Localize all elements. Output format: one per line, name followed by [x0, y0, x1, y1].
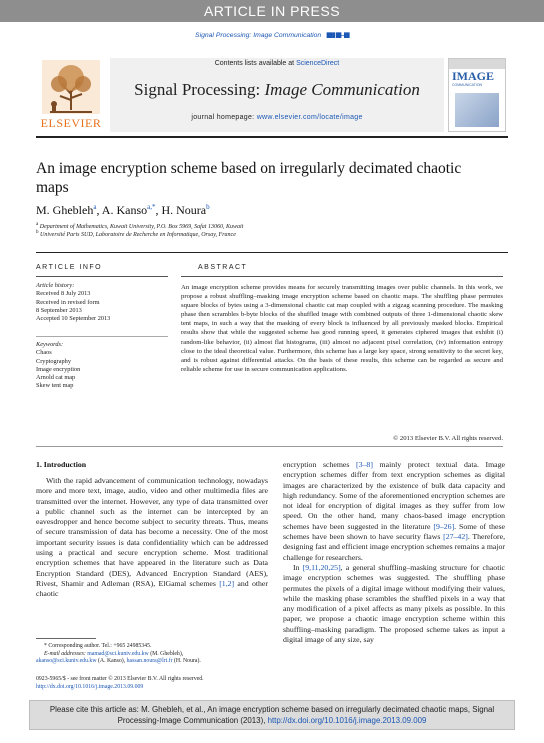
author-affiliation-mark[interactable]: a,*: [147, 203, 156, 211]
email-owner: (A. Kanso),: [96, 658, 127, 665]
left-column: [36, 476, 268, 600]
affiliation-text: Université Paris SUD, Laboratoire de Recherche en Informatique, Orsay, France: [40, 232, 236, 238]
journal-homepage-line: [110, 114, 444, 121]
email-owner: (M. Ghebleh),: [148, 650, 184, 657]
citation-link[interactable]: [1,2]: [219, 578, 235, 588]
banner-text: ARTICLE IN PRESS: [203, 3, 341, 19]
history-item: Received 8 July 2013: [36, 290, 91, 298]
author-list: [36, 203, 210, 218]
history-item: Received in revised form: [36, 298, 100, 306]
history-item: Accepted 10 September 2013: [36, 315, 111, 323]
citation-link[interactable]: [9–26]: [433, 521, 455, 531]
email-link[interactable]: hassan.noura@lri.fr: [126, 658, 173, 665]
paragraph-text: mainly protect textual data. Image encryption schemes differ from text encryption schemes as digital images are characterized by the existence of bulk data capacity and high redundancy. Some of the aforementioned encryption schemes are not ideal for encryption of digital images as they suffer from low speed. On the other hand, many chaos-based image encryption schemes have been suggested in the literature: [283, 460, 506, 531]
page-range-placeholder: ▮▮▮ ▮▮–▮▮: [326, 32, 349, 39]
journal-title-italic: Image Communication: [264, 80, 420, 99]
author-separator: ,: [155, 203, 162, 217]
author-name: M. Ghebleh: [36, 203, 94, 217]
contents-line: [110, 60, 444, 67]
affiliation-b: [36, 230, 236, 238]
keywords-rule: [36, 336, 168, 337]
title-divider: [36, 252, 508, 253]
affiliation-text: Department of Mathematics, Kuwait University, P.O. Box 5969, Safat 13060, Kuwait: [39, 224, 244, 230]
email-label: E-mail addresses:: [44, 650, 88, 657]
paragraph-text: With the rapid advancement of communication technology, nowadays more and more text, image, audio, video and other multimedia files are transmitted over the internet. However, any type of data transmitted over a public channel such as the internet can be intercepted by an eavesdropper and hence become subject to security threats. Thus, means of secure transmission of data has become a necessity. One of the most important security issues is data confidentiality which can be addressed using a practical and secure encryption scheme. Most traditional encryption schemes that have appeared in the literature such as Data Encryption Standard (DES), Advanced Encryption Standard (AES), Rivest, Shamir and Adleman (RSA), ElGamal schemes: [36, 476, 268, 588]
history-label: Article history:: [36, 282, 75, 289]
intro-paragraph: [283, 563, 505, 645]
issn-line: 0923-5965/$ - see front matter © 2013 Elsevier B.V. All rights reserved.: [36, 676, 204, 682]
citation-notice-box: [29, 700, 515, 730]
author-name: H. Noura: [161, 203, 207, 217]
abstract-bottom-rule: [36, 446, 503, 447]
keywords-label: Keywords:: [36, 341, 64, 348]
citation-link[interactable]: [3–8]: [356, 460, 373, 469]
abstract-heading: ABSTRACT: [198, 264, 248, 271]
paragraph-text: . Therefore, designing fast and efficient image encryption schemes remains a major challenge for researchers.: [283, 532, 506, 562]
abstract-copyright: © 2013 Elsevier B.V. All rights reserved.: [393, 435, 503, 442]
front-matter-info: [36, 676, 268, 692]
citation-link[interactable]: [9,11,20,25]: [302, 562, 341, 572]
email-owner: (H. Noura).: [172, 658, 201, 665]
journal-title: [110, 80, 444, 100]
article-info-heading: ARTICLE INFO: [36, 264, 103, 271]
cover-subtitle: COMMUNICATION: [452, 83, 483, 87]
cover-art: [455, 93, 499, 127]
intro-paragraph: [36, 476, 268, 600]
header-divider: [36, 136, 508, 138]
journal-reference-link[interactable]: Signal Processing: Image Communication: [195, 32, 322, 39]
paragraph-text: and other chaotic: [36, 578, 268, 599]
author-affiliation-mark[interactable]: b: [206, 203, 210, 211]
intro-paragraph-continued: [283, 460, 505, 563]
paragraph-text: . Some of these schemes have been shown to have security flaws: [283, 521, 505, 542]
contents-prefix: Contents lists available at: [214, 60, 297, 67]
abstract-rule: [181, 276, 503, 277]
affiliation-mark: b: [36, 230, 39, 235]
paragraph-text: , a general shuffling–masking structure for chaotic image encryption schemes was suggested. The shuffling phase permutes the pixels of a digital image without modifying their values, while the masking phase scrambles the shuffled pixels in a way that any modification of a pixel affects as many pixels as possible. In this paper, we propose a chaotic image encryption scheme within this shuffling–masking paradigm. The proposed scheme takes as input a digital image of any size, say: [283, 562, 505, 645]
keyword-item: Image encryption: [36, 365, 81, 373]
citation-link[interactable]: [27–42]: [443, 532, 468, 542]
homepage-prefix: journal homepage:: [191, 114, 257, 121]
paper-title: An image encryption scheme based on irregularly decimated chaotic maps: [36, 160, 462, 196]
sciencedirect-link[interactable]: ScienceDirect: [296, 60, 340, 67]
email-link[interactable]: akanso@sci.kuniv.edu.kw: [36, 658, 97, 665]
abstract-text: An image encryption scheme provides means for securely transmitting images over public channels. In this work, we propose a robust shuffling–masking image encryption scheme based on chaotic maps. The shuffling phase permutes square blocks of bytes using a 3-dimensional chaotic cat map coupled with a zigzag scanning procedure. The masking phase then scrambles b-byte blocks of the shuffled image with combined outputs of three 1-dimensional chaotic skew tent maps, in such a way that the masking of every block is influenced by all previously masked blocks. Empirical results show that while the suggested scheme has good running speed, it generates ciphered images that exhibit (i) random-like behavior, (ii) almost flat histograms, (iii) almost no adjacent pixel correlation, (iv) information entropy close to the ideal theoretical value. Furthermore, this scheme has a large key space, strong sensitivity to the secret key, and is robust against differential attacks. On the basis of these results, this scheme can be regarded as secure and reliable scheme for use in secure communication applications.: [181, 284, 503, 373]
journal-reference: [0, 31, 544, 39]
keyword-item: Chaos: [36, 349, 52, 357]
author-separator: ,: [96, 203, 102, 217]
corresponding-author-footnote: [36, 643, 268, 666]
journal-title-plain: Signal Processing:: [134, 80, 265, 99]
paragraph-text: In: [293, 562, 303, 572]
footnote-emails-cont: [36, 658, 268, 666]
article-history: [36, 282, 110, 323]
author-name: A. Kanso: [101, 203, 148, 217]
email-link[interactable]: mamad@sci.kuniv.edu.kw: [87, 650, 149, 657]
journal-info-box: [110, 58, 444, 132]
keywords-block: [36, 341, 80, 391]
history-item: 8 September 2013: [36, 306, 82, 314]
elsevier-tree-icon: [42, 60, 100, 114]
footnote-rule: [36, 638, 96, 639]
cover-top-strip: [449, 59, 505, 69]
cover-title: IMAGE: [452, 69, 494, 83]
affiliation-a: [36, 222, 243, 230]
article-in-press-banner: [0, 0, 544, 22]
introduction-heading: 1. Introduction: [36, 460, 87, 469]
right-column: [283, 460, 505, 645]
paragraph-text: encryption schemes: [283, 460, 357, 469]
article-info-rule: [36, 276, 168, 277]
footnote-corresponding: * Corresponding author. Tel.: +965 24985345.: [44, 643, 152, 649]
doi-link[interactable]: http://dx.doi.org/10.1016/j.image.2013.09.009: [36, 683, 144, 690]
journal-header: [36, 58, 508, 132]
elsevier-logo[interactable]: [36, 58, 106, 132]
journal-cover-thumbnail[interactable]: [448, 58, 506, 132]
keyword-item: Arnold cat map: [36, 374, 76, 382]
publisher-name: ELSEVIER: [40, 116, 102, 130]
citation-doi-link[interactable]: http://dx.doi.org/10.1016/j.image.2013.09.009: [267, 716, 427, 725]
homepage-link[interactable]: www.elsevier.com/locate/image: [256, 114, 363, 121]
keyword-item: Cryptography: [36, 357, 71, 365]
keyword-item: Skew tent map: [36, 382, 74, 390]
affiliation-mark: a: [36, 222, 39, 227]
citation-notice-text: Please cite this article as: M. Ghebleh, et al., An image encryption scheme based on irregularly decimated chaotic maps, Signal Processing-Image Communication (2013),: [49, 705, 495, 725]
author-affiliation-mark[interactable]: a: [93, 203, 97, 211]
